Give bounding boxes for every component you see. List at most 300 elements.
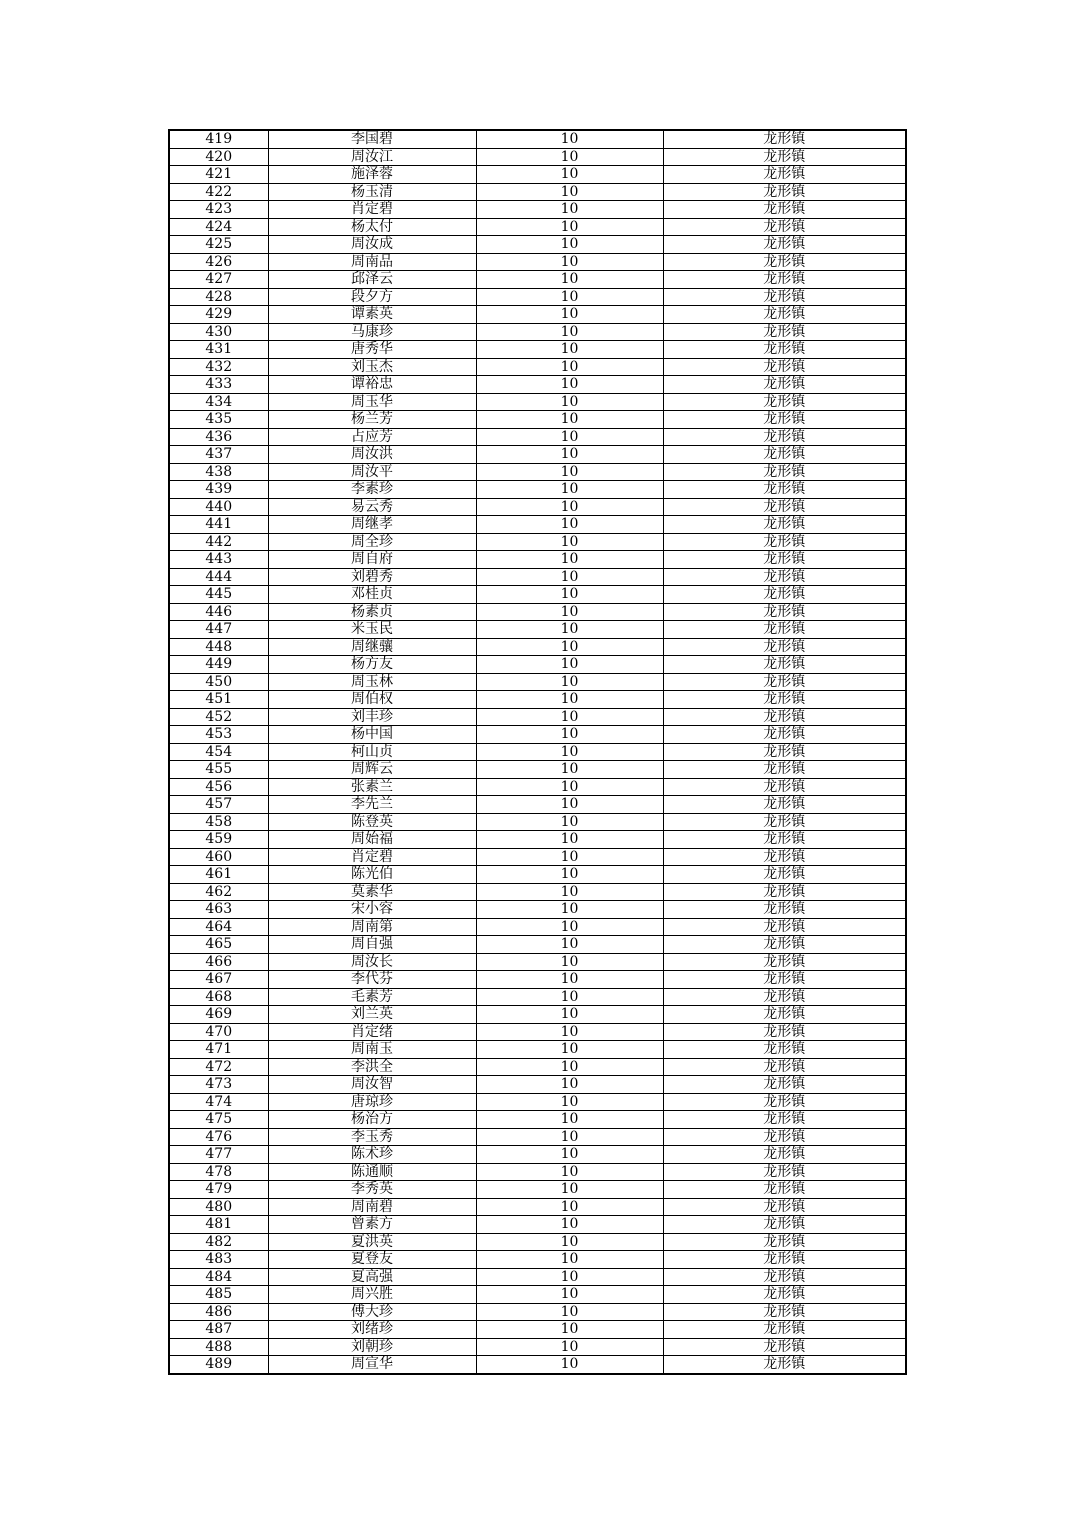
row-number-cell: 447 (169, 621, 268, 639)
table-row (169, 691, 906, 709)
row-number-cell: 448 (169, 638, 268, 656)
name-cell: 杨治方 (268, 1111, 476, 1129)
row-number-cell: 434 (169, 393, 268, 411)
table-row (169, 726, 906, 744)
row-number-cell: 431 (169, 341, 268, 359)
amount-cell: 10 (476, 498, 663, 516)
amount-cell: 10 (476, 1163, 663, 1181)
name-cell: 张素兰 (268, 778, 476, 796)
amount-cell: 10 (476, 603, 663, 621)
row-number-cell: 421 (169, 166, 268, 184)
name-cell: 周南品 (268, 253, 476, 271)
row-number-cell: 477 (169, 1146, 268, 1164)
amount-cell: 10 (476, 516, 663, 534)
row-number-cell: 466 (169, 953, 268, 971)
town-cell: 龙形镇 (663, 866, 906, 884)
amount-cell: 10 (476, 428, 663, 446)
amount-cell: 10 (476, 306, 663, 324)
table-row (169, 428, 906, 446)
table-row (169, 1251, 906, 1269)
town-cell: 龙形镇 (663, 848, 906, 866)
town-cell: 龙形镇 (663, 1006, 906, 1024)
amount-cell: 10 (476, 130, 663, 148)
town-cell: 龙形镇 (663, 1163, 906, 1181)
name-cell: 周汝江 (268, 148, 476, 166)
name-cell: 周汝平 (268, 463, 476, 481)
town-cell: 龙形镇 (663, 796, 906, 814)
amount-cell: 10 (476, 848, 663, 866)
row-number-cell: 486 (169, 1303, 268, 1321)
name-cell: 肖定碧 (268, 848, 476, 866)
table-row (169, 901, 906, 919)
amount-cell: 10 (476, 1268, 663, 1286)
row-number-cell: 456 (169, 778, 268, 796)
name-cell: 施泽蓉 (268, 166, 476, 184)
name-cell: 周自府 (268, 551, 476, 569)
table-row (169, 358, 906, 376)
table-row (169, 638, 906, 656)
town-cell: 龙形镇 (663, 603, 906, 621)
row-number-cell: 440 (169, 498, 268, 516)
row-number-cell: 428 (169, 288, 268, 306)
name-cell: 李先兰 (268, 796, 476, 814)
row-number-cell: 420 (169, 148, 268, 166)
name-cell: 李国碧 (268, 130, 476, 148)
name-cell: 周辉云 (268, 761, 476, 779)
row-number-cell: 480 (169, 1198, 268, 1216)
town-cell: 龙形镇 (663, 621, 906, 639)
name-cell: 傅大珍 (268, 1303, 476, 1321)
name-cell: 邱泽云 (268, 271, 476, 289)
name-cell: 周全珍 (268, 533, 476, 551)
town-cell: 龙形镇 (663, 1233, 906, 1251)
table-row (169, 1146, 906, 1164)
name-cell: 刘丰珍 (268, 708, 476, 726)
table-row (169, 761, 906, 779)
row-number-cell: 439 (169, 481, 268, 499)
table-row (169, 1286, 906, 1304)
row-number-cell: 471 (169, 1041, 268, 1059)
row-number-cell: 482 (169, 1233, 268, 1251)
table-row (169, 288, 906, 306)
row-number-cell: 445 (169, 586, 268, 604)
town-cell: 龙形镇 (663, 236, 906, 254)
amount-cell: 10 (476, 761, 663, 779)
row-number-cell: 472 (169, 1058, 268, 1076)
amount-cell: 10 (476, 656, 663, 674)
table-row (169, 1093, 906, 1111)
row-number-cell: 453 (169, 726, 268, 744)
amount-cell: 10 (476, 1356, 663, 1374)
table-row (169, 1163, 906, 1181)
town-cell: 龙形镇 (663, 1058, 906, 1076)
table-row (169, 306, 906, 324)
row-number-cell: 444 (169, 568, 268, 586)
amount-cell: 10 (476, 778, 663, 796)
table-row (169, 1321, 906, 1339)
name-cell: 杨素贞 (268, 603, 476, 621)
table-row (169, 673, 906, 691)
table-row (169, 708, 906, 726)
amount-cell: 10 (476, 1093, 663, 1111)
table-row (169, 988, 906, 1006)
table-row (169, 971, 906, 989)
table-row (169, 1268, 906, 1286)
amount-cell: 10 (476, 988, 663, 1006)
amount-cell: 10 (476, 1006, 663, 1024)
row-number-cell: 443 (169, 551, 268, 569)
amount-cell: 10 (476, 1111, 663, 1129)
name-cell: 马康珍 (268, 323, 476, 341)
name-cell: 李代芬 (268, 971, 476, 989)
row-number-cell: 441 (169, 516, 268, 534)
table-row (169, 183, 906, 201)
amount-cell: 10 (476, 218, 663, 236)
row-number-cell: 460 (169, 848, 268, 866)
name-cell: 周继孝 (268, 516, 476, 534)
name-cell: 曾素方 (268, 1216, 476, 1234)
town-cell: 龙形镇 (663, 1146, 906, 1164)
name-cell: 李秀英 (268, 1181, 476, 1199)
town-cell: 龙形镇 (663, 1303, 906, 1321)
row-number-cell: 435 (169, 411, 268, 429)
row-number-cell: 475 (169, 1111, 268, 1129)
name-cell: 柯山贞 (268, 743, 476, 761)
town-cell: 龙形镇 (663, 971, 906, 989)
table-row (169, 1216, 906, 1234)
name-cell: 谭裕忠 (268, 376, 476, 394)
table-row (169, 1023, 906, 1041)
amount-cell: 10 (476, 971, 663, 989)
table-row (169, 166, 906, 184)
name-cell: 刘碧秀 (268, 568, 476, 586)
name-cell: 刘玉杰 (268, 358, 476, 376)
name-cell: 杨兰芳 (268, 411, 476, 429)
town-cell: 龙形镇 (663, 516, 906, 534)
row-number-cell: 458 (169, 813, 268, 831)
town-cell: 龙形镇 (663, 323, 906, 341)
row-number-cell: 470 (169, 1023, 268, 1041)
name-cell: 杨中国 (268, 726, 476, 744)
amount-cell: 10 (476, 201, 663, 219)
table-row (169, 498, 906, 516)
town-cell: 龙形镇 (663, 813, 906, 831)
town-cell: 龙形镇 (663, 1321, 906, 1339)
name-cell: 刘朝珍 (268, 1338, 476, 1356)
table-row (169, 1041, 906, 1059)
table-row (169, 796, 906, 814)
row-number-cell: 469 (169, 1006, 268, 1024)
name-cell: 谭素英 (268, 306, 476, 324)
row-number-cell: 488 (169, 1338, 268, 1356)
town-cell: 龙形镇 (663, 901, 906, 919)
town-cell: 龙形镇 (663, 988, 906, 1006)
name-cell: 周汝长 (268, 953, 476, 971)
town-cell: 龙形镇 (663, 253, 906, 271)
row-number-cell: 432 (169, 358, 268, 376)
table-row (169, 463, 906, 481)
amount-cell: 10 (476, 691, 663, 709)
amount-cell: 10 (476, 1076, 663, 1094)
amount-cell: 10 (476, 376, 663, 394)
name-cell: 周伯权 (268, 691, 476, 709)
row-number-cell: 474 (169, 1093, 268, 1111)
row-number-cell: 437 (169, 446, 268, 464)
town-cell: 龙形镇 (663, 1286, 906, 1304)
town-cell: 龙形镇 (663, 1076, 906, 1094)
amount-cell: 10 (476, 1058, 663, 1076)
name-cell: 邓桂贞 (268, 586, 476, 604)
table-row (169, 516, 906, 534)
town-cell: 龙形镇 (663, 638, 906, 656)
row-number-cell: 426 (169, 253, 268, 271)
name-cell: 唐秀华 (268, 341, 476, 359)
town-cell: 龙形镇 (663, 446, 906, 464)
name-cell: 肖定绪 (268, 1023, 476, 1041)
amount-cell: 10 (476, 166, 663, 184)
amount-cell: 10 (476, 446, 663, 464)
name-cell: 周南碧 (268, 1198, 476, 1216)
town-cell: 龙形镇 (663, 761, 906, 779)
row-number-cell: 451 (169, 691, 268, 709)
row-number-cell: 429 (169, 306, 268, 324)
amount-cell: 10 (476, 673, 663, 691)
row-number-cell: 462 (169, 883, 268, 901)
name-cell: 周兴胜 (268, 1286, 476, 1304)
amount-cell: 10 (476, 901, 663, 919)
amount-cell: 10 (476, 1023, 663, 1041)
town-cell: 龙形镇 (663, 130, 906, 148)
amount-cell: 10 (476, 481, 663, 499)
roster-table-body (169, 130, 906, 1374)
town-cell: 龙形镇 (663, 568, 906, 586)
name-cell: 周汝洪 (268, 446, 476, 464)
name-cell: 毛素芳 (268, 988, 476, 1006)
town-cell: 龙形镇 (663, 918, 906, 936)
row-number-cell: 463 (169, 901, 268, 919)
amount-cell: 10 (476, 936, 663, 954)
table-row (169, 481, 906, 499)
table-row (169, 323, 906, 341)
name-cell: 李洪全 (268, 1058, 476, 1076)
amount-cell: 10 (476, 463, 663, 481)
table-row (169, 1006, 906, 1024)
town-cell: 龙形镇 (663, 673, 906, 691)
table-row (169, 533, 906, 551)
name-cell: 刘兰英 (268, 1006, 476, 1024)
table-row (169, 1198, 906, 1216)
name-cell: 陈光伯 (268, 866, 476, 884)
amount-cell: 10 (476, 1233, 663, 1251)
row-number-cell: 452 (169, 708, 268, 726)
table-row (169, 1111, 906, 1129)
town-cell: 龙形镇 (663, 533, 906, 551)
row-number-cell: 433 (169, 376, 268, 394)
row-number-cell: 484 (169, 1268, 268, 1286)
table-row (169, 271, 906, 289)
row-number-cell: 459 (169, 831, 268, 849)
table-row (169, 918, 906, 936)
roster-table (168, 129, 907, 1375)
amount-cell: 10 (476, 1128, 663, 1146)
town-cell: 龙形镇 (663, 586, 906, 604)
amount-cell: 10 (476, 1321, 663, 1339)
table-row (169, 446, 906, 464)
town-cell: 龙形镇 (663, 743, 906, 761)
town-cell: 龙形镇 (663, 271, 906, 289)
table-row (169, 936, 906, 954)
name-cell: 周汝智 (268, 1076, 476, 1094)
town-cell: 龙形镇 (663, 953, 906, 971)
amount-cell: 10 (476, 358, 663, 376)
table-row (169, 201, 906, 219)
table-row (169, 1356, 906, 1374)
town-cell: 龙形镇 (663, 1093, 906, 1111)
table-row (169, 848, 906, 866)
name-cell: 杨方友 (268, 656, 476, 674)
town-cell: 龙形镇 (663, 463, 906, 481)
row-number-cell: 427 (169, 271, 268, 289)
row-number-cell: 479 (169, 1181, 268, 1199)
town-cell: 龙形镇 (663, 1181, 906, 1199)
table-row (169, 341, 906, 359)
name-cell: 夏洪英 (268, 1233, 476, 1251)
town-cell: 龙形镇 (663, 831, 906, 849)
amount-cell: 10 (476, 918, 663, 936)
table-row (169, 376, 906, 394)
town-cell: 龙形镇 (663, 1356, 906, 1374)
amount-cell: 10 (476, 1216, 663, 1234)
row-number-cell: 422 (169, 183, 268, 201)
row-number-cell: 457 (169, 796, 268, 814)
row-number-cell: 485 (169, 1286, 268, 1304)
town-cell: 龙形镇 (663, 341, 906, 359)
name-cell: 周玉林 (268, 673, 476, 691)
town-cell: 龙形镇 (663, 1338, 906, 1356)
table-row (169, 586, 906, 604)
row-number-cell: 455 (169, 761, 268, 779)
table-row (169, 148, 906, 166)
name-cell: 周玉华 (268, 393, 476, 411)
town-cell: 龙形镇 (663, 411, 906, 429)
table-row (169, 551, 906, 569)
row-number-cell: 449 (169, 656, 268, 674)
amount-cell: 10 (476, 708, 663, 726)
row-number-cell: 436 (169, 428, 268, 446)
row-number-cell: 461 (169, 866, 268, 884)
table-row (169, 778, 906, 796)
name-cell: 李素珍 (268, 481, 476, 499)
table-row (169, 603, 906, 621)
table-row (169, 1338, 906, 1356)
row-number-cell: 465 (169, 936, 268, 954)
amount-cell: 10 (476, 323, 663, 341)
amount-cell: 10 (476, 1286, 663, 1304)
row-number-cell: 450 (169, 673, 268, 691)
town-cell: 龙形镇 (663, 656, 906, 674)
name-cell: 周自强 (268, 936, 476, 954)
name-cell: 易云秀 (268, 498, 476, 516)
town-cell: 龙形镇 (663, 288, 906, 306)
table-row (169, 813, 906, 831)
row-number-cell: 438 (169, 463, 268, 481)
row-number-cell: 483 (169, 1251, 268, 1269)
town-cell: 龙形镇 (663, 1268, 906, 1286)
name-cell: 米玉民 (268, 621, 476, 639)
row-number-cell: 464 (169, 918, 268, 936)
town-cell: 龙形镇 (663, 936, 906, 954)
name-cell: 莫素华 (268, 883, 476, 901)
town-cell: 龙形镇 (663, 1216, 906, 1234)
row-number-cell: 424 (169, 218, 268, 236)
amount-cell: 10 (476, 1251, 663, 1269)
table-row (169, 953, 906, 971)
amount-cell: 10 (476, 1041, 663, 1059)
table-row (169, 1128, 906, 1146)
name-cell: 占应芳 (268, 428, 476, 446)
town-cell: 龙形镇 (663, 1251, 906, 1269)
town-cell: 龙形镇 (663, 1198, 906, 1216)
row-number-cell: 473 (169, 1076, 268, 1094)
row-number-cell: 467 (169, 971, 268, 989)
name-cell: 周始福 (268, 831, 476, 849)
amount-cell: 10 (476, 271, 663, 289)
amount-cell: 10 (476, 953, 663, 971)
amount-cell: 10 (476, 568, 663, 586)
table-row (169, 831, 906, 849)
town-cell: 龙形镇 (663, 376, 906, 394)
name-cell: 周汝成 (268, 236, 476, 254)
row-number-cell: 487 (169, 1321, 268, 1339)
amount-cell: 10 (476, 813, 663, 831)
table-row (169, 1058, 906, 1076)
town-cell: 龙形镇 (663, 1023, 906, 1041)
town-cell: 龙形镇 (663, 778, 906, 796)
amount-cell: 10 (476, 1303, 663, 1321)
row-number-cell: 446 (169, 603, 268, 621)
amount-cell: 10 (476, 883, 663, 901)
name-cell: 周继骧 (268, 638, 476, 656)
name-cell: 陈登英 (268, 813, 476, 831)
amount-cell: 10 (476, 831, 663, 849)
table-row (169, 130, 906, 148)
amount-cell: 10 (476, 866, 663, 884)
name-cell: 周南第 (268, 918, 476, 936)
town-cell: 龙形镇 (663, 358, 906, 376)
amount-cell: 10 (476, 533, 663, 551)
town-cell: 龙形镇 (663, 691, 906, 709)
table-row (169, 393, 906, 411)
name-cell: 唐琼珍 (268, 1093, 476, 1111)
amount-cell: 10 (476, 393, 663, 411)
table-row (169, 883, 906, 901)
table-row (169, 656, 906, 674)
amount-cell: 10 (476, 411, 663, 429)
name-cell: 段夕方 (268, 288, 476, 306)
amount-cell: 10 (476, 1338, 663, 1356)
town-cell: 龙形镇 (663, 428, 906, 446)
town-cell: 龙形镇 (663, 481, 906, 499)
town-cell: 龙形镇 (663, 201, 906, 219)
town-cell: 龙形镇 (663, 498, 906, 516)
table-row (169, 743, 906, 761)
row-number-cell: 481 (169, 1216, 268, 1234)
amount-cell: 10 (476, 253, 663, 271)
town-cell: 龙形镇 (663, 551, 906, 569)
town-cell: 龙形镇 (663, 1128, 906, 1146)
table-row (169, 621, 906, 639)
amount-cell: 10 (476, 796, 663, 814)
